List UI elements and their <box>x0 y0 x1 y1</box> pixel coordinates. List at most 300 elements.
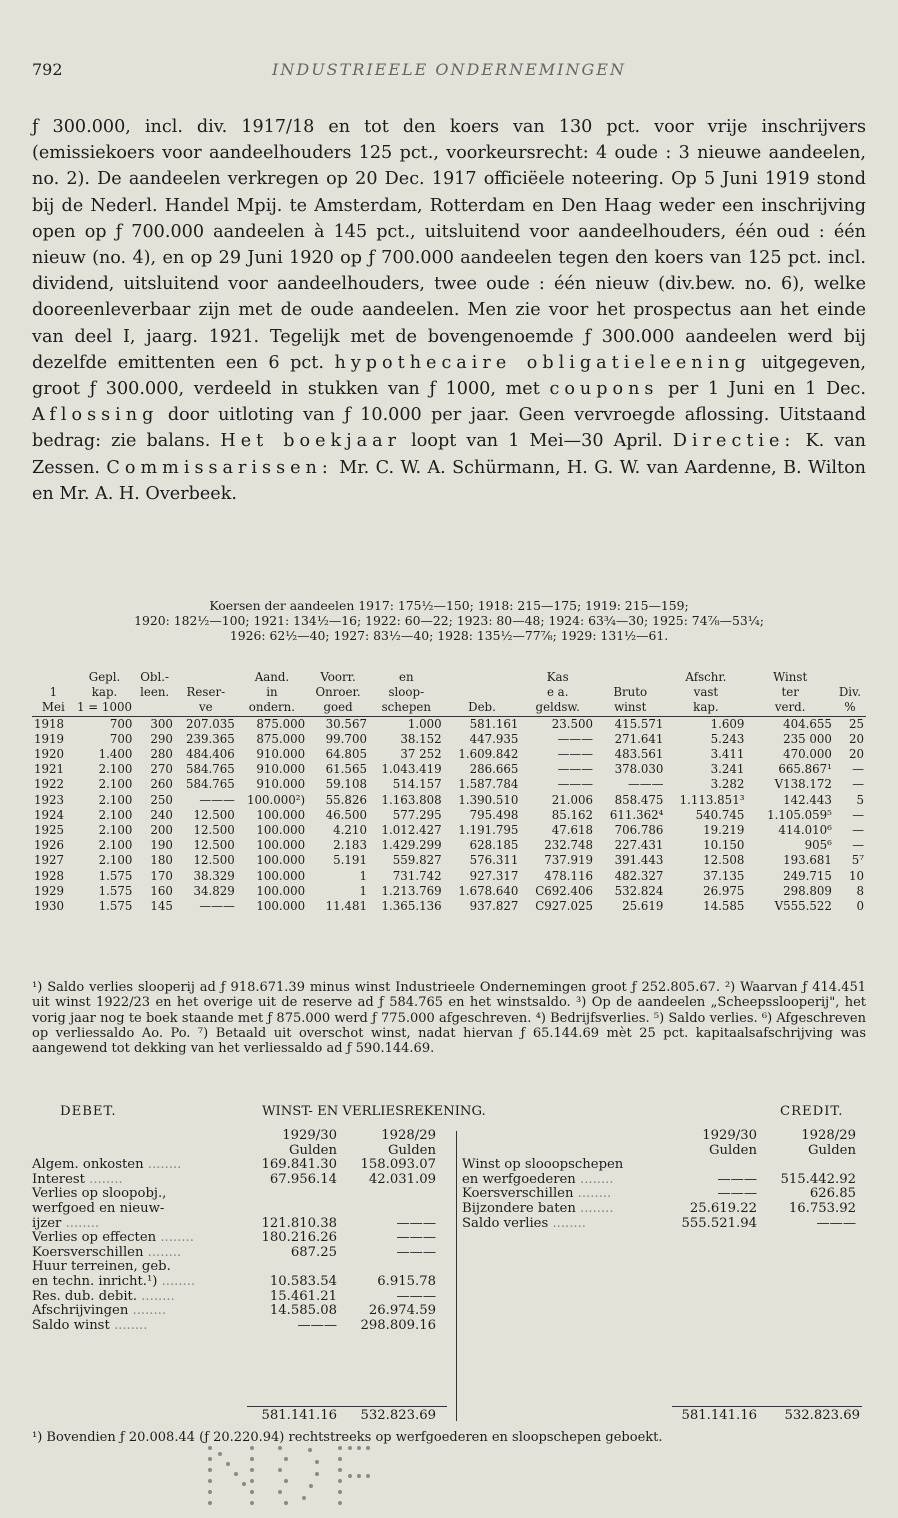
table-cell: 576.311 <box>469 853 519 868</box>
intro-text-2: uitgegeven, groot ƒ 300.000, verdeeld in stukken van ƒ 1000, met <box>32 352 866 400</box>
account-line-label: Verlies op sloopobj., <box>32 1186 167 1202</box>
table-cell: 404.655 <box>783 716 832 731</box>
table-cell: 34.829 <box>193 883 235 898</box>
table-cell: 59.108 <box>325 777 367 792</box>
table-cell: 1.191.795 <box>458 823 519 838</box>
table-header-cell: Aand. <box>254 670 290 684</box>
table-cell: 3.241 <box>710 762 745 777</box>
year-header: 1928/29 <box>801 1128 856 1143</box>
table-row <box>32 793 866 808</box>
table-cell: 1.587.784 <box>458 777 519 792</box>
footnote-text: ¹) Bovendien ƒ 20.008.44 (ƒ 20.220.94) rechtstreeks op werfgoederen en sloopschepen geboekt. <box>32 1430 663 1445</box>
perforation-dot <box>357 1474 361 1478</box>
account-line <box>32 1158 452 1173</box>
table-row <box>32 899 866 914</box>
table-header-cell: Deb. <box>444 700 521 716</box>
amount-1928-29: ——— <box>396 1288 436 1304</box>
amount-1928-29: 158.093.07 <box>360 1157 436 1173</box>
table-header-cell: Reser- <box>186 685 226 700</box>
debit-total-1929-30: 581.141.16 <box>261 1408 337 1423</box>
table-header-cell: ondern. <box>237 700 307 716</box>
unit-header: Gulden <box>388 1142 436 1158</box>
amount-1929-30: ——— <box>717 1171 757 1187</box>
perforation-dot <box>309 1484 313 1488</box>
table-cell: 21.006 <box>551 792 594 807</box>
table-header-cell <box>444 685 521 700</box>
table-header-cell: goed <box>307 700 369 716</box>
account-line <box>32 1187 452 1202</box>
table-row <box>32 838 866 853</box>
perforation-dot <box>250 1468 254 1472</box>
table-cell: 706.786 <box>614 823 664 838</box>
table-header-cell: kap. <box>91 685 118 700</box>
account-heading <box>32 1105 866 1123</box>
table-header-cell: Onroer. <box>315 685 361 700</box>
amount-1928-29: 515.442.92 <box>780 1171 856 1187</box>
table-cell: 875.000 <box>256 731 306 746</box>
debit-total-rule <box>247 1406 447 1407</box>
table-cell: 99.700 <box>325 731 367 746</box>
account-line <box>462 1202 866 1217</box>
table-cell: 200 <box>150 823 173 838</box>
intro-paragraph <box>32 114 866 507</box>
table-header-row <box>32 670 866 685</box>
amount-1929-30: 180.216.26 <box>261 1230 337 1246</box>
account-line-label: Winst op slooopschepen <box>462 1157 624 1173</box>
perforation-dot <box>315 1460 319 1464</box>
table-cell: 2.100 <box>98 807 133 822</box>
table-cell: 910.000 <box>256 747 306 762</box>
table-cell: 12.500 <box>193 853 235 868</box>
account-title: WINST- EN VERLIESREKENING. <box>262 1104 486 1119</box>
table-header-cell: Obl.- <box>140 670 169 684</box>
table-cell: 20 <box>848 731 864 746</box>
table-cell: 875.000 <box>256 716 306 731</box>
share-prices <box>32 598 866 643</box>
table-cell: 100.000 <box>256 868 306 883</box>
amount-1929-30: 67.956.14 <box>269 1171 337 1187</box>
intro-text-3: per 1 Juni en 1 Dec. <box>668 379 867 400</box>
table-header-cell: e a. <box>546 685 569 700</box>
perforation-dot <box>348 1474 352 1478</box>
table-cell: 85.162 <box>551 807 594 822</box>
account-line <box>32 1304 452 1319</box>
credit-column <box>462 1129 866 1231</box>
account-line-label: Saldo winst ..... <box>32 1319 148 1334</box>
table-cell: V138.172 <box>774 777 832 792</box>
table-header-cell: % <box>834 700 866 716</box>
table-cell: 100.000 <box>256 853 306 868</box>
share-prices-line: 1926: 62½—40; 1927: 83½—40; 1928: 135½—77⅞; 1929: 131½—61. <box>229 628 669 643</box>
table-header-cell <box>32 670 75 685</box>
table-header-cell: Kas <box>546 670 569 684</box>
book-page <box>32 0 866 1518</box>
row-year: 1926 <box>34 838 65 853</box>
table-cell: 30.567 <box>325 716 367 731</box>
table-cell: 0 <box>856 899 864 914</box>
perforation-dot <box>284 1457 288 1461</box>
table-cell: ——— <box>199 899 235 914</box>
table-cell: 584.765 <box>185 777 235 792</box>
credit-total-1929-30: 581.141.16 <box>681 1408 757 1423</box>
table-row <box>32 884 866 899</box>
perforation-dot <box>208 1490 212 1494</box>
account-line <box>462 1187 866 1202</box>
account-line-label: ijzer ..... <box>32 1217 99 1232</box>
account-unit-header <box>462 1144 866 1159</box>
table-cell: C692.406 <box>535 883 594 898</box>
account-line <box>32 1246 452 1261</box>
table-header-cell <box>134 700 175 716</box>
table-cell: 232.748 <box>544 838 594 853</box>
perforation-dot <box>338 1446 342 1450</box>
account-line <box>32 1275 452 1290</box>
table-header-cell: winst <box>595 700 665 716</box>
perforation-dot <box>250 1446 254 1450</box>
table-cell: 1 <box>359 883 367 898</box>
table-header-row <box>32 700 866 716</box>
running-title: INDUSTRIEELE ONDERNEMINGEN <box>272 60 626 79</box>
table-cell: 100.000²) <box>246 792 306 807</box>
table-cell: 1.609.842 <box>458 747 519 762</box>
table-cell: 14.585 <box>703 899 745 914</box>
table-cell: 25 <box>848 716 864 731</box>
table-cell: 415.571 <box>614 716 664 731</box>
table-cell: 1.678.640 <box>458 883 519 898</box>
table-cell: 100.000 <box>256 807 306 822</box>
table-cell: 937.827 <box>469 899 519 914</box>
amount-1929-30: 687.25 <box>290 1244 337 1260</box>
spaced-term-commissarissen: Commissarissen: <box>106 457 333 478</box>
row-year: 1928 <box>34 868 65 883</box>
table-cell: 190 <box>150 838 173 853</box>
table-header-cell <box>834 670 866 685</box>
table-cell: 910.000 <box>256 762 306 777</box>
table-cell: 2.183 <box>333 838 367 853</box>
account-line-label: en werfgoederen ..... <box>462 1173 614 1188</box>
amount-1928-29: ——— <box>396 1244 436 1260</box>
amount-1928-29: 16.753.92 <box>788 1200 856 1216</box>
table-cell: 55.826 <box>325 792 367 807</box>
table-cell: 540.745 <box>695 807 745 822</box>
perforation-dot <box>250 1457 254 1461</box>
table-cell: — <box>852 807 864 822</box>
credit-total-rule <box>672 1406 862 1407</box>
table-cell: 4.210 <box>333 823 367 838</box>
table-cell: 290 <box>150 731 173 746</box>
table-cell: 64.805 <box>325 747 367 762</box>
table-cell: 10 <box>848 868 864 883</box>
table-cell: 240 <box>150 807 173 822</box>
perforation-dot <box>315 1472 319 1476</box>
table-cell: — <box>852 777 864 792</box>
table-cell: ——— <box>557 777 594 792</box>
table-cell: 3.411 <box>710 747 745 762</box>
table-cell: 483.561 <box>614 747 664 762</box>
perforation-dot <box>338 1501 342 1505</box>
table-cell: 12.500 <box>193 823 235 838</box>
notes-text: ¹) Saldo verlies slooperij ad ƒ 918.671.39 minus winst Industrieele Ondernemingen groot ƒ 252.805.67. ²) Waarvan ƒ 414.451 uit winst 1922/23 en het overige uit de reserve ad ƒ 584.765 en het winstsaldo. ³) Op de aandeelen „Scheepsslooperij", het vorig jaar nog te boek staande met ƒ 875.000 werd ƒ 775.000 afgeschreven. ⁴) Bedrijfsverlies. ⁵) Saldo verlies. ⁶) Afgeschreven op verliessaldo Ao. Po. ⁷) Betaald uit overschot winst, nadat hiervan ƒ 65.144.69 mèt 25 pct. kapitaalsafschrijving was aangewend tot dekking van het verliessaldo ad ƒ 590.144.69. <box>32 980 866 1057</box>
table-header-cell: verd. <box>746 700 833 716</box>
profit-loss-account <box>32 1105 866 1425</box>
table-cell: 142.443 <box>783 792 832 807</box>
account-line-label: Saldo verlies ..... <box>462 1217 586 1232</box>
account-line <box>32 1231 452 1246</box>
account-line-label: Koersverschillen ..... <box>32 1246 181 1261</box>
table-header-cell: Bruto <box>613 685 648 700</box>
table-row <box>32 823 866 838</box>
table-cell: 10.150 <box>703 838 745 853</box>
account-line <box>32 1290 452 1305</box>
perforation-dot <box>250 1501 254 1505</box>
table-cell: 1.113.851³ <box>679 792 745 807</box>
table-row <box>32 762 866 777</box>
perforation-dot <box>308 1448 312 1452</box>
table-cell: 628.185 <box>469 838 519 853</box>
debet-label: DEBET. <box>60 1104 117 1119</box>
perforation-dot <box>250 1479 254 1483</box>
table-cell: 1 <box>359 868 367 883</box>
account-line-label: Koersverschillen ..... <box>462 1187 611 1202</box>
perforation-dot <box>208 1479 212 1483</box>
table-cell: 484.406 <box>185 747 235 762</box>
table-cell: 38.152 <box>400 731 442 746</box>
table-cell: 1.575 <box>98 899 133 914</box>
table-cell: 249.715 <box>783 868 832 883</box>
table-cell: 611.362⁴ <box>609 807 664 822</box>
perforation-dot <box>302 1496 306 1500</box>
table-cell: 46.500 <box>325 807 367 822</box>
table-row <box>32 777 866 792</box>
table-cell: ——— <box>557 747 594 762</box>
table-header-cell: in <box>266 685 278 700</box>
amount-1928-29: 298.809.16 <box>360 1317 436 1333</box>
table-cell: 5.191 <box>333 853 367 868</box>
perforation-dot <box>278 1468 282 1472</box>
table-cell: 927.317 <box>469 868 519 883</box>
amount-1928-29: 26.974.59 <box>368 1303 436 1319</box>
column-divider <box>456 1131 457 1421</box>
table-cell: 514.157 <box>392 777 442 792</box>
perforation-dot <box>338 1468 342 1472</box>
table-cell: 731.742 <box>392 868 442 883</box>
table-cell: 700 <box>109 716 133 731</box>
perforation-dot <box>278 1446 282 1450</box>
table-header-cell: Mei <box>32 700 75 716</box>
account-line-label: Verlies op effecten ..... <box>32 1231 194 1246</box>
perforation-dot <box>357 1446 361 1450</box>
table-cell: 23.500 <box>551 716 594 731</box>
perforation-dot <box>234 1472 238 1476</box>
row-year: 1929 <box>34 883 65 898</box>
amount-1928-29: ——— <box>396 1215 436 1231</box>
table-cell: 2.100 <box>98 762 133 777</box>
account-unit-header <box>32 1144 452 1159</box>
table-header-cell: 1 <box>49 685 58 700</box>
library-stamp-perforation <box>190 1440 390 1512</box>
table-cell: 12.500 <box>193 838 235 853</box>
table-cell: 20 <box>848 747 864 762</box>
perforation-dot <box>226 1462 230 1466</box>
intro-text-1: ƒ 300.000, incl. div. 1917/18 en tot den koers van 130 pct. voor vrije inschrijvers (emissiekoers voor aandeelhouders 125 pct., voorkeursrecht: 4 oude : 3 nieuwe aandeelen, no. 2). De aandeelen verkregen op 20 Dec. 1917 officiëele noteering. Op 5 Juni 1919 stond bij de Nederl. Handel Mpij. te Amsterdam, Rotterdam en Den Haag weder een inschrijving open op ƒ 700.000 aandeelen à 145 pct., uitsluitend voor aandeelhouders, één oud : één nieuw (no. 4), en op 29 Juni 1920 op ƒ 700.000 aandeelen tegen den koers van 125 pct. incl. dividend, uitsluitend voor aandeelhouders, twee oude : één nieuw (div.bew. no. 6), welke dooreenleverbaar zijn met de oude aandeelen. Men zie voor het prospectus aan het einde van deel I, jaarg. 1921. Tegelijk met de bovengenoemde ƒ 300.000 aandeelen werd bij dezelfde emittenten een 6 pct. <box>32 117 866 373</box>
perforation-dot <box>278 1490 282 1494</box>
table-cell: 2.100 <box>98 823 133 838</box>
table-cell: 26.975 <box>703 883 745 898</box>
table-row <box>32 716 866 732</box>
account-line-label: Res. dub. debit. ..... <box>32 1290 175 1305</box>
share-prices-line: 1920: 182½—100; 1921: 134½—16; 1922: 60—22; 1923: 80—48; 1924: 63¾—30; 1925: 74⅞—53¼; <box>134 613 764 628</box>
row-year: 1922 <box>34 777 65 792</box>
amount-1929-30: ——— <box>717 1186 757 1202</box>
account-line-label: werfgoed en nieuw- <box>32 1200 165 1216</box>
credit-total-1928-29: 532.823.69 <box>784 1408 860 1423</box>
table-cell: 227.431 <box>614 838 664 853</box>
table-cell: 207.035 <box>185 716 235 731</box>
perforation-dot <box>242 1482 246 1486</box>
table-cell: 100.000 <box>256 823 306 838</box>
table-cell: 1.575 <box>98 883 133 898</box>
row-year: 1923 <box>34 792 65 807</box>
table-cell: 1.609 <box>710 716 745 731</box>
spaced-term-boekjaar: Het boekjaar <box>220 431 402 452</box>
row-year: 1927 <box>34 853 65 868</box>
table-cell: 1.105.059⁵ <box>767 807 832 822</box>
credit-label: CREDIT. <box>780 1104 844 1119</box>
table-cell: 905⁶ <box>804 838 832 853</box>
table-cell: 2.100 <box>98 777 133 792</box>
perforation-dot <box>366 1446 370 1450</box>
financial-stats-table <box>32 670 866 914</box>
table-cell: 5.243 <box>710 731 745 746</box>
table-cell: 378.030 <box>614 762 664 777</box>
table-cell: 482.327 <box>614 868 664 883</box>
amount-1929-30: 169.841.30 <box>261 1157 337 1173</box>
account-line-label: Bijzondere baten ..... <box>462 1202 614 1217</box>
perforation-dot <box>284 1479 288 1483</box>
perforation-dot <box>250 1490 254 1494</box>
table-cell: 298.809 <box>783 883 832 898</box>
table-header-cell: Afschr. <box>685 670 727 684</box>
table-cell: 19.219 <box>703 823 745 838</box>
table-cell: 37.135 <box>703 868 745 883</box>
table-notes <box>32 980 866 1056</box>
table-header-cell <box>175 670 237 685</box>
account-line <box>32 1217 452 1232</box>
table-cell: 1.213.769 <box>381 883 442 898</box>
table-cell: — <box>852 838 864 853</box>
table-header-cell: schepen <box>369 700 444 716</box>
table-cell: 100.000 <box>256 838 306 853</box>
totals-row <box>32 1408 866 1426</box>
account-line <box>32 1202 452 1217</box>
table-cell: — <box>852 823 864 838</box>
table-cell: 1.575 <box>98 868 133 883</box>
table-cell: 61.565 <box>325 762 367 777</box>
table-cell: 447.935 <box>469 731 519 746</box>
table-cell: 38.329 <box>193 868 235 883</box>
unit-header: Gulden <box>709 1142 757 1158</box>
account-line <box>462 1158 866 1173</box>
table-cell: 581.161 <box>469 716 519 731</box>
table-cell: 286.665 <box>469 762 519 777</box>
debit-column <box>32 1129 452 1333</box>
table-cell: 270 <box>150 762 173 777</box>
table-cell: 584.765 <box>185 762 235 777</box>
unit-header: Gulden <box>808 1142 856 1158</box>
perforation-dot <box>338 1479 342 1483</box>
table-cell: 239.365 <box>185 731 235 746</box>
table-row <box>32 732 866 747</box>
spaced-term-coupons: coupons <box>549 379 659 400</box>
table-cell: 1.163.808 <box>381 792 442 807</box>
row-year: 1918 <box>34 716 65 731</box>
table-cell: 300 <box>150 716 173 731</box>
table-cell: 1.429.299 <box>381 838 442 853</box>
table-header-cell: geldsw. <box>520 700 595 716</box>
row-year: 1919 <box>34 731 65 746</box>
row-year: 1920 <box>34 747 65 762</box>
table-header-cell: sloop- <box>388 685 425 700</box>
account-line-label: Huur terreinen, geb. <box>32 1259 171 1275</box>
table-cell: 470.000 <box>783 747 832 762</box>
table-cell: V555.522 <box>774 899 832 914</box>
intro-text-4: door uitloting van ƒ 10.000 per jaar. Geen vervroegde aflossing. Uitstaand bedrag: zie balans. <box>32 405 866 452</box>
table-cell: 665.867¹ <box>778 762 832 777</box>
table-cell: 414.010⁶ <box>778 823 832 838</box>
amount-1928-29: ——— <box>396 1230 436 1246</box>
row-year: 1930 <box>34 899 65 914</box>
perforation-dot <box>218 1452 222 1456</box>
account-line-label: en techn. inricht.¹) ..... <box>32 1275 195 1290</box>
table-cell: 100.000 <box>256 899 306 914</box>
table-header-cell: en <box>398 670 414 684</box>
amount-1928-29: 626.85 <box>809 1186 856 1202</box>
table-header-cell: 1 = 1000 <box>75 700 135 716</box>
table-header-cell: Voorr. <box>320 670 356 684</box>
share-prices-line: Koersen der aandeelen 1917: 175½—150; 1918: 215—175; 1919: 215—159; <box>209 598 689 613</box>
spaced-term-obligatieleening: hypothecaire obligatieleening <box>334 352 751 373</box>
table-cell: 478.116 <box>544 868 594 883</box>
amount-1928-29: 42.031.09 <box>368 1171 436 1187</box>
table-row <box>32 808 866 823</box>
table-cell: 737.919 <box>544 853 594 868</box>
row-year: 1921 <box>34 762 65 777</box>
table-cell: 1.400 <box>98 747 133 762</box>
account-line-label: Algem. onkosten ..... <box>32 1158 181 1173</box>
spaced-term-directie: Directie: <box>672 431 796 452</box>
table-cell: 145 <box>150 899 173 914</box>
amount-1929-30: 14.585.08 <box>269 1303 337 1319</box>
table-cell: 170 <box>150 868 173 883</box>
perforation-dot <box>366 1474 370 1478</box>
perforation-dot <box>338 1490 342 1494</box>
table-header-row <box>32 685 866 700</box>
year-header: 1929/30 <box>702 1128 757 1143</box>
table-cell: 5 <box>856 792 864 807</box>
intro-text-5: loopt van 1 Mei—30 April. <box>411 431 663 452</box>
table-header-cell: Div. <box>838 685 862 700</box>
table-cell: 391.443 <box>614 853 664 868</box>
table-row <box>32 747 866 762</box>
table-cell: 559.827 <box>392 853 442 868</box>
perforation-dot <box>284 1501 288 1505</box>
perforation-dot <box>208 1468 212 1472</box>
table-cell: 1.012.427 <box>381 823 442 838</box>
table-cell: 577.295 <box>392 807 442 822</box>
table-cell: 2.100 <box>98 838 133 853</box>
account-line <box>32 1173 452 1188</box>
table-cell: 12.508 <box>703 853 745 868</box>
